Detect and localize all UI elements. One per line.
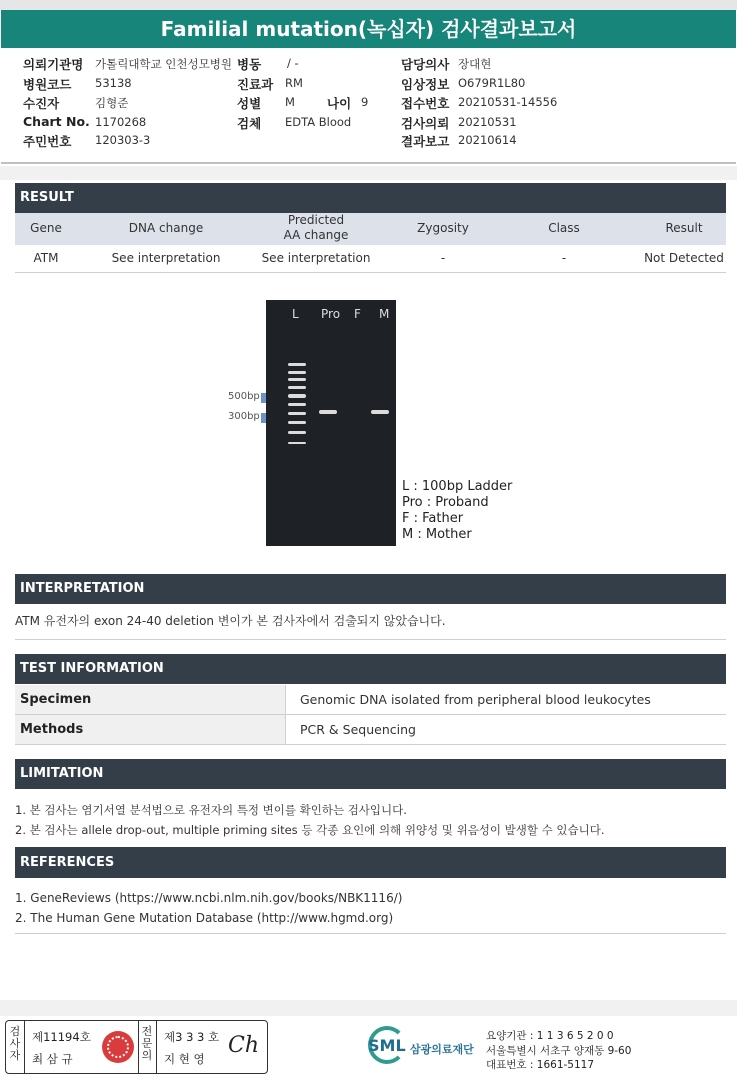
header-field [23,94,129,112]
field-value: 가톨릭대학교 인천성모병원 [95,57,232,71]
field-value: 20210614 [458,133,517,147]
specimen-value: Genomic DNA isolated from peripheral blood leukocytes [300,692,651,707]
org-info-line: 대표번호 : 1661-5117 [486,1059,595,1071]
test-information-section-title: TEST INFORMATION [15,654,726,684]
limitation-item: 1. 본 검사는 염기서열 분석법으로 유전자의 특정 변이를 확인하는 검사입니다. [15,803,407,817]
field-label: Chart No. [23,114,90,129]
header-field [23,75,132,93]
divider [24,1021,25,1073]
seal-stamp-icon [102,1031,134,1063]
field-label: 병동 [237,57,262,72]
methods-value: PCR & Sequencing [300,722,416,737]
divider [138,1021,139,1073]
table-row [15,685,726,715]
header-field [401,94,558,112]
organization-name: 삼광의료재단 [410,1043,474,1056]
gel-legend [402,479,512,543]
field-value: O679R1L80 [458,76,526,90]
header-field [237,114,352,132]
field-label: 병원코드 [23,77,72,92]
header-field [237,55,299,73]
legend-item: M : Mother [402,527,472,542]
field-value: M [285,95,295,109]
field-label: 검체 [237,116,262,131]
field-label: 수진자 [23,96,60,111]
ladder-band [288,421,306,424]
ladder-band [288,403,306,406]
field-label: 결과보고 [401,134,450,149]
field-label: 성별 [237,96,262,111]
ladder-band [288,371,306,374]
ladder-band [288,431,306,434]
header-field [237,94,295,112]
field-label: 나이 [327,96,352,111]
column-header-line: Predicted [287,213,345,227]
specimen-label: Specimen [15,685,286,714]
reviewer-name: 지 현 영 [164,1052,205,1066]
interpretation-text: ATM 유전자의 exon 24-40 deletion 변이가 본 검사자에서 검출되지 않았습니다. [15,614,446,628]
lane-label: L [292,307,299,321]
limitation-section-title: LIMITATION [15,759,726,789]
org-info-line: 요양기관 : 1 1 3 6 5 2 0 0 [486,1030,614,1042]
dna-change-cell: See interpretation [111,251,221,265]
field-value: 9 [361,95,369,109]
methods-label: Methods [15,715,286,744]
header-field [23,114,147,129]
result-cell: Not Detected [644,251,724,265]
patient-header [1,48,736,164]
lane-label: Pro [321,307,341,321]
proband-band [319,410,337,414]
reference-item: 2. The Human Gene Mutation Database (http://www.hgmd.org) [15,911,394,925]
ladder-band [288,412,306,415]
top-margin [0,0,737,10]
field-value: 김형준 [95,96,129,110]
reviewer-license: 제3 3 3 호 [164,1030,220,1044]
ladder-band [288,363,306,366]
lane-label: M [379,307,390,321]
logo-text: SML [368,1036,406,1055]
header-field-age [327,94,369,112]
header-field [401,75,526,93]
result-section-title: RESULT [15,183,726,213]
gel-electrophoresis-image [266,300,396,546]
field-value: EDTA Blood [285,115,352,129]
field-label: 접수번호 [401,96,450,111]
lane-label: F [354,307,361,321]
interpretation-section-title: INTERPRETATION [15,574,726,604]
field-value: 53138 [95,76,132,90]
divider [15,639,726,640]
signature-box [5,1020,268,1074]
legend-item: F : Father [402,511,464,526]
ladder-band [288,394,306,398]
marker-label: 500bp [228,391,260,402]
examiner-license: 제11194호 [32,1030,91,1044]
org-info-line: 서울특별시 서초구 양재동 9-60 [486,1045,632,1057]
header-field [237,75,303,93]
zygosity-cell: - [440,251,446,265]
ladder-band [288,386,306,389]
column-header-line: AA change [283,228,349,242]
legend-item: Pro : Proband [402,495,489,510]
report-title: Familial mutation(녹십자) 검사결과보고서 [1,10,736,48]
header-field [401,55,492,73]
ladder-band [288,442,306,444]
column-header: Class [548,221,580,235]
field-label: 임상정보 [401,77,450,92]
header-field [401,114,517,132]
field-value: 1170268 [95,115,147,129]
marker-label: 300bp [228,411,260,422]
field-value: 20210531-14556 [458,95,558,109]
field-value: / - [287,56,299,70]
field-value: 장대현 [458,57,492,71]
header-field [23,55,232,73]
legend-item: L : 100bp Ladder [402,479,513,494]
reviewer-label: 전문의 [141,1025,153,1062]
examiner-name: 최 삼 규 [32,1052,73,1066]
column-header: Result [665,221,703,235]
aa-change-cell: See interpretation [261,251,371,265]
field-value: 120303-3 [95,133,151,147]
limitation-item: 2. 본 검사는 allele drop-out, multiple priming sites 등 각종 요인에 의해 위양성 및 위음성이 발생할 수 있습니다. [15,823,605,837]
section-spacer [0,166,737,180]
column-header [246,213,386,243]
field-label: 담당의사 [401,57,450,72]
field-label: 주민번호 [23,134,72,149]
mother-band [371,410,389,414]
divider [15,933,726,934]
examiner-label: 검사자 [9,1025,21,1062]
section-spacer [0,1000,737,1016]
column-header: DNA change [128,221,204,235]
field-value: 20210531 [458,115,517,129]
field-label: 진료과 [237,77,274,92]
field-value: RM [285,76,303,90]
field-label: 의뢰기관명 [23,57,84,72]
table-row [15,715,726,745]
header-field [401,132,517,150]
header-field [23,132,151,150]
column-header: Zygosity [417,221,469,235]
gene-cell: ATM [33,251,59,265]
divider [156,1021,157,1073]
column-header: Gene [30,221,62,235]
table-row [15,245,726,273]
field-label: 검사의뢰 [401,116,450,131]
reference-item: 1. GeneReviews (https://www.ncbi.nlm.nih.gov/books/NBK1116/) [15,891,403,905]
signature: Ch [228,1033,260,1058]
class-cell: - [561,251,567,265]
result-table-header [15,213,726,245]
references-section-title: REFERENCES [15,847,726,878]
ladder-band [288,378,306,381]
